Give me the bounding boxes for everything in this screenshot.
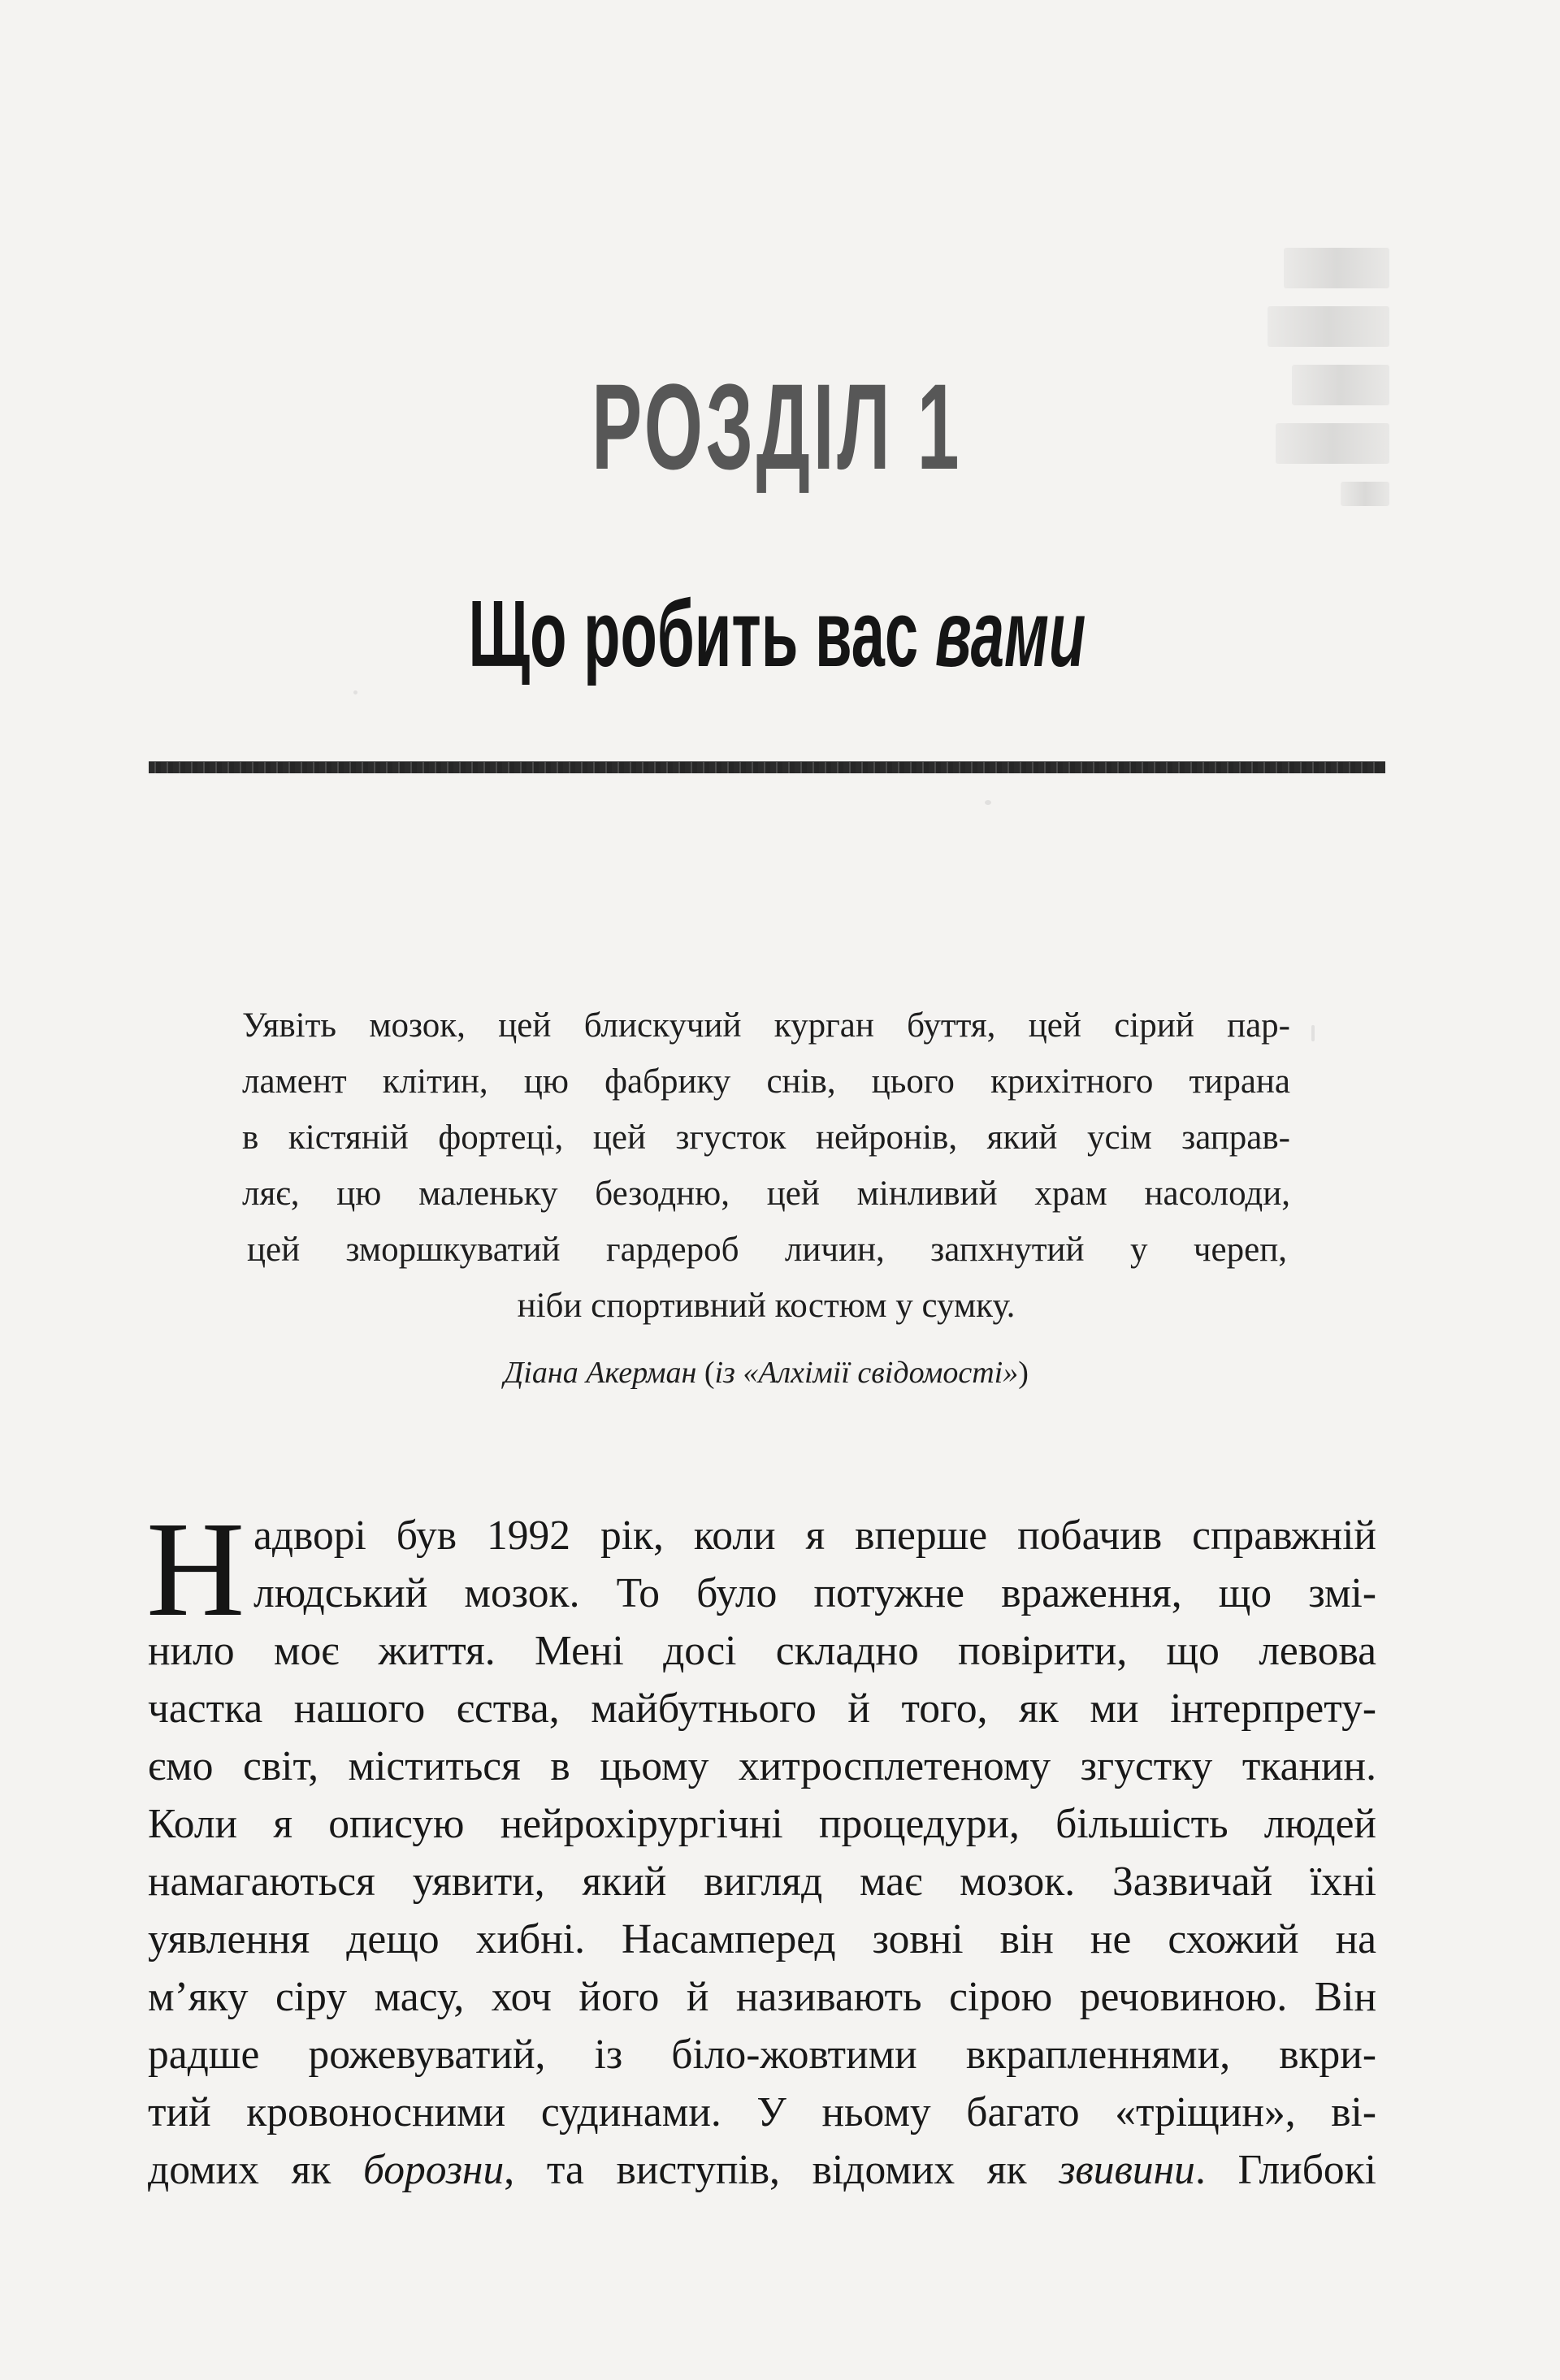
- body-line: уявлення дещо хибні. Насамперед зовні він не схожий на: [148, 1916, 1376, 1962]
- epigraph-line: ламент клітин, цю фабрику снів, цього крихітного тирана: [242, 1062, 1290, 1101]
- body-text-run: . Глибокі: [1194, 2147, 1376, 2193]
- epigraph-attribution: [242, 1352, 1290, 1393]
- body-text: [146, 1494, 1376, 2199]
- body-line: радше рожевуватий, із біло-жовтими вкрапленнями, вкри-: [148, 2032, 1376, 2078]
- body-line: частка нашого єства, майбутнього й того, як ми інтерпрету-: [148, 1685, 1376, 1732]
- body-text-run: , та виступів, відомих як: [504, 2147, 1060, 2193]
- epigraph-line: в кістяній фортеці, цей згусток нейронів, який усім заправ-: [242, 1119, 1290, 1157]
- epigraph-line: цей зморшкуватий гардероб личин, запхнутий у череп,: [247, 1231, 1287, 1269]
- paper-speck: [1311, 1025, 1315, 1041]
- chapter-label: РОЗДІЛ 1: [592, 358, 963, 495]
- chapter-title: [278, 581, 1276, 686]
- body-line: тий кровоносними судинами. У ньому багато «тріщин», ві-: [148, 2089, 1376, 2136]
- epigraph-line: Уявіть мозок, цей блискучий курган буття, цей сірий пар-: [242, 1006, 1290, 1045]
- epigraph-line: ніби спортивний костюм у сумку.: [517, 1287, 1016, 1325]
- body-line: адворі був 1992 рік, коли я вперше побачив справжній: [254, 1512, 1376, 1559]
- attribution-source: із «Алхімії свідомості»: [714, 1356, 1019, 1390]
- attribution-open: (: [696, 1356, 715, 1390]
- attribution-close: ): [1018, 1356, 1029, 1390]
- body-term-italic: звивини: [1059, 2147, 1195, 2193]
- epigraph-line: ляє, цю маленьку безодню, цей мінливий храм насолоди,: [242, 1175, 1290, 1213]
- body-line: нило моє життя. Мені досі складно повірити, що левова: [148, 1628, 1376, 1674]
- body-line: ємо світ, міститься в цьому хитросплетеному згустку тканин.: [148, 1743, 1376, 1789]
- paper-speck: [353, 690, 358, 695]
- chapter-divider: [149, 761, 1385, 773]
- body-term-italic: борозни: [363, 2147, 505, 2193]
- body-text-run: домих як: [148, 2147, 364, 2193]
- paper-speck: [985, 800, 991, 805]
- body-line: людський мозок. То було потужне враження, що змі-: [254, 1570, 1376, 1616]
- epigraph: [242, 997, 1290, 1334]
- body-line: Коли я описую нейрохірургічні процедури, більшість людей: [148, 1801, 1376, 1847]
- chapter-title-italic: вами: [934, 581, 1086, 686]
- body-line: м’яку сіру масу, хоч його й називають сірою речовиною. Він: [148, 1974, 1376, 2020]
- body-line-last: [148, 2141, 1376, 2199]
- body-line: намагаються уявити, який вигляд має мозок. Зазвичай їхні: [148, 1859, 1376, 1905]
- bleed-through-text: [1268, 248, 1389, 581]
- attribution-author: Діана Акерман: [504, 1356, 697, 1390]
- drop-cap: Н: [146, 1494, 245, 1645]
- chapter-title-plain: Що робить вас: [468, 581, 935, 686]
